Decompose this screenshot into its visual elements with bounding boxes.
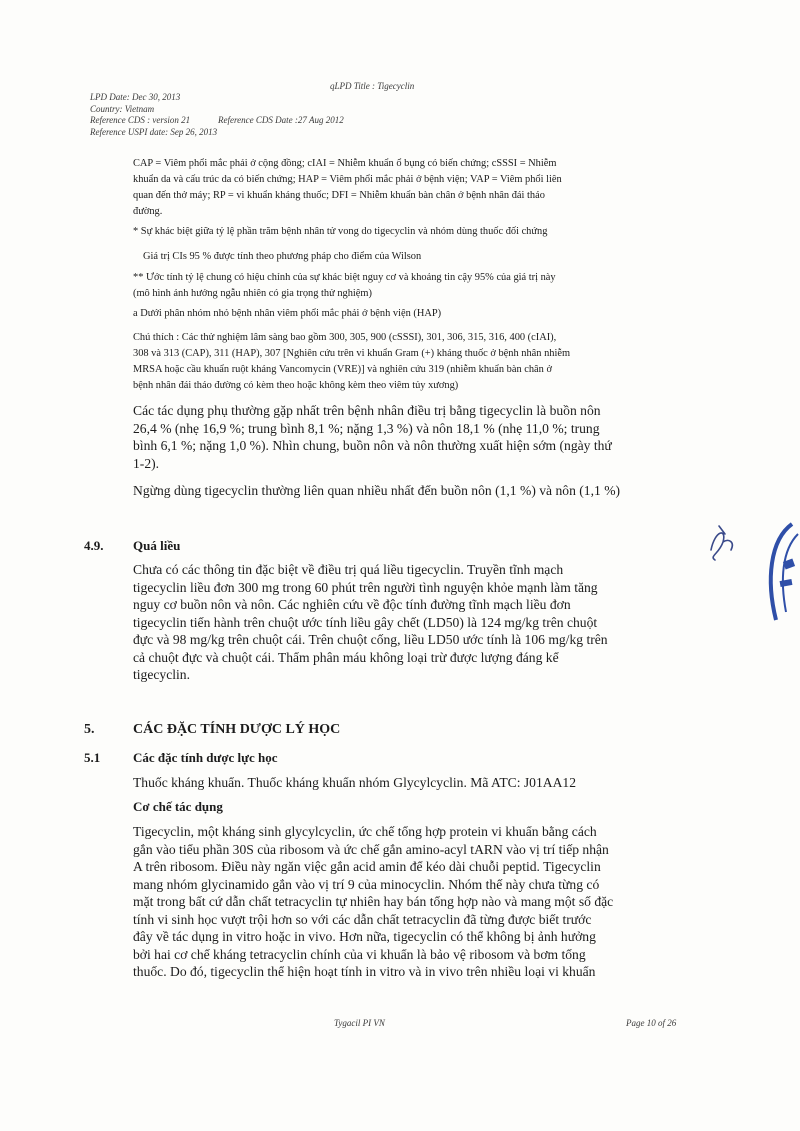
stamp-mark — [762, 520, 800, 640]
header-cds-version: Reference CDS : version 21 — [90, 115, 191, 125]
text-line: mặt trong bất cứ dẫn chất tetracyclin tự nhiên hay bán tổng hợp nào và mang một số đặc — [133, 894, 614, 909]
text-line: Tigecyclin, một kháng sinh glycylcyclin, ức chế tổng hợp protein vi khuẩn bằng cách — [133, 824, 597, 839]
abbreviation-paragraph — [133, 156, 698, 220]
text-line: tigecyclin tiến hành trên chuột ước tính liều gây chết (LD50) là 124 mg/kg trên chuột — [133, 614, 598, 630]
text-line: tính vi sinh học vượt trội hơn so với các dẫn chất tetracyclin đã từng được biết trước — [133, 911, 592, 927]
text-line: Các tác dụng phụ thường gặp nhất trên bệnh nhân điều trị bằng tigecyclin là buồn nôn — [133, 403, 601, 418]
section-4-9-title: Quá liều — [133, 538, 181, 553]
header-country: Country: Vietnam — [90, 103, 155, 114]
header-title: qLPD Title : Tigecyclin — [330, 81, 415, 91]
text-line: quan đến thở máy; RP = vi khuẩn kháng thuốc; DFI = Nhiễm khuẩn bàn chân ở bệnh nhân đái tháo — [133, 190, 545, 201]
text-line: 1-2). — [133, 455, 160, 471]
text-line: 308 và 313 (CAP), 311 (HAP), 307 [Nghiên cứu trên vi khuẩn Gram (+) kháng thuốc ở bệnh nhân nhiễm — [133, 348, 571, 359]
text-line: Chưa có các thông tin đặc biệt về điều trị quá liều tigecyclin. Truyền tĩnh mạch — [133, 562, 564, 577]
section-5-title: CÁC ĐẶC TÍNH DƯỢC LÝ HỌC — [133, 722, 341, 737]
footnote-a: a Dưới phân nhóm nhỏ bệnh nhân viêm phổi mắc phải ở bệnh viện (HAP) — [133, 308, 442, 319]
overdose-paragraph — [133, 561, 698, 684]
classification-line: Thuốc kháng khuẩn. Thuốc kháng khuẩn nhóm Glycylcyclin. Mã ATC: J01AA12 — [133, 775, 576, 790]
text-line: bởi hai cơ chế kháng tetracyclin chính của vi khuẩn là bảo vệ ribosom và bơm tống — [133, 946, 586, 962]
header-lpd-date: LPD Date: Dec 30, 2013 — [90, 92, 181, 102]
text-line: gắn vào tiểu phần 30S của ribosom và ức chế gắn amino-acyl tARN vào vị trí tiếp nhận — [133, 841, 609, 857]
text-line: tigecyclin liều đơn 300 mg trong 60 phút trên người tình nguyện khỏe mạnh làm tăng — [133, 579, 598, 595]
common-adverse-effects-paragraph — [133, 402, 698, 472]
text-line: thuốc. Do đó, tigecyclin thể hiện hoạt tính in vitro và in vivo trên nhiều loại vi khuẩn — [133, 964, 596, 979]
text-line: mang nhóm glycinamido gắn vào vị trí 9 của minocyclin. Nhóm thế này chưa từng có — [133, 876, 600, 892]
text-line: MRSA hoặc cầu khuẩn ruột kháng Vancomycin (VRE)] và nghiên cứu 319 (nhiễm khuẩn bàn chân ở — [133, 364, 552, 375]
footnote-star: * Sự khác biệt giữa tỷ lệ phần trăm bệnh nhân tử vong do tigecyclin và nhóm dùng thuốc đối chứng — [133, 226, 548, 237]
text-line: A trên ribosom. Điều này ngăn việc gắn acid amin để kéo dài chuỗi peptid. Tigecyclin — [133, 859, 601, 874]
text-line: bình 6,1 %; nặng 1,0 %). Nhìn chung, buồn nôn và nôn thường xuất hiện sớm (ngày thứ — [133, 438, 612, 453]
text-line: bệnh nhân đái tháo đường có kèm theo hoặc không kèm theo viêm tủy xương) — [133, 380, 459, 391]
text-line: đây về tác dụng in vitro hoặc in vivo. Hơn nữa, tigecyclin có thể không bị ảnh hưởng — [133, 929, 596, 944]
text-line: Chú thích : Các thử nghiệm lâm sàng bao gồm 300, 305, 900 (cSSSI), 301, 306, 315, 316, 400 (cIAI), — [133, 332, 557, 343]
footer-document-name: Tygacil PI VN — [334, 1018, 385, 1028]
discontinuation-paragraph: Ngừng dùng tigecyclin thường liên quan nhiều nhất đến buồn nôn (1,1 %) và nôn (1,1 %) — [133, 483, 621, 498]
mechanism-paragraph — [133, 823, 698, 981]
header-cds-date: Reference CDS Date :27 Aug 2012 — [218, 115, 344, 125]
text-line: đực và 98 mg/kg trên chuột cái. Trên chuột cống, liều LD50 ước tính là 106 mg/kg trên — [133, 632, 608, 647]
text-line: tigecyclin. — [133, 667, 190, 682]
footer-page-number: Page 10 of 26 — [626, 1018, 677, 1028]
footnote-ci: Giá trị CIs 95 % được tính theo phương pháp cho điểm của Wilson — [143, 251, 422, 262]
header-uspi-date: Reference USPI date: Sep 26, 2013 — [90, 126, 218, 137]
text-line: cả chuột đực và chuột cái. Thẩm phân máu không loại trừ được lượng đáng kể — [133, 649, 559, 665]
text-line: ** Ước tính tỷ lệ chung có hiệu chỉnh của sự khác biệt nguy cơ và khoảng tin cậy 95% của giá trị này — [133, 272, 556, 283]
section-4-9-number: 4.9. — [84, 538, 104, 553]
footnote-double-star — [133, 270, 698, 302]
text-line: nguy cơ buồn nôn và nôn. Các nghiên cứu về độc tính đường tĩnh mạch liều đơn — [133, 597, 571, 612]
text-line: CAP = Viêm phổi mắc phải ở cộng đồng; cIAI = Nhiễm khuẩn ổ bụng có biến chứng; cSSSI = Nhiễm — [133, 158, 557, 169]
section-5-1-title: Các đặc tính dược lực học — [133, 750, 278, 765]
mechanism-heading: Cơ chế tác dụng — [133, 799, 223, 814]
header-meta — [90, 92, 217, 138]
text-line: 26,4 % (nhẹ 16,9 %; trung bình 8,1 %; nặng 1,3 %) và nôn 18,1 % (nhẹ 11,0 %; trung — [133, 420, 600, 436]
text-line: đường. — [133, 206, 163, 217]
text-line: (mô hình ảnh hưởng ngẫu nhiên có gia trọng thử nghiệm) — [133, 288, 372, 299]
text-line: khuẩn da và cấu trúc da có biến chứng; HAP = Viêm phổi mắc phải ở bệnh viện; VAP = Viêm phổi liên — [133, 174, 562, 185]
trials-note — [133, 330, 698, 394]
section-5-1-number: 5.1 — [84, 750, 101, 765]
section-5-number: 5. — [84, 722, 95, 737]
handwritten-initial-mark — [705, 520, 741, 564]
